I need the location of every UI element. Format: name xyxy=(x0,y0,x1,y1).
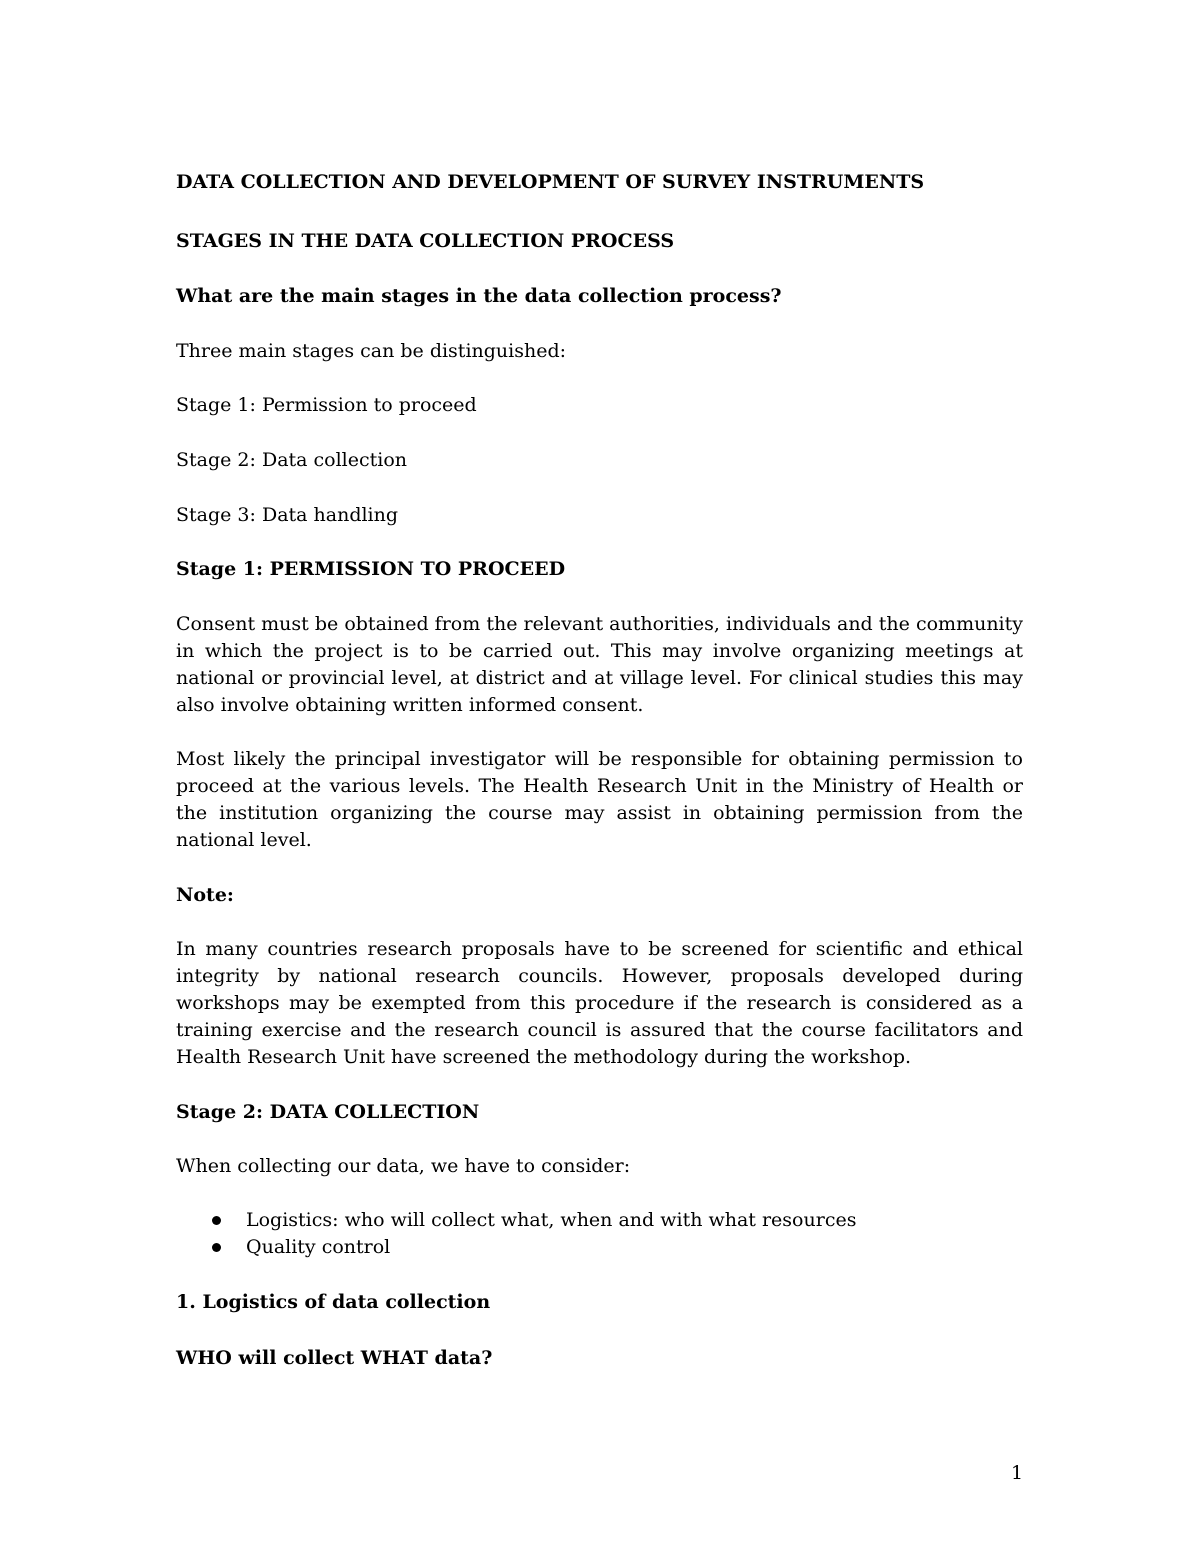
page-number: 1 xyxy=(1011,1462,1024,1484)
question-heading: What are the main stages in the data collection process? xyxy=(176,285,782,307)
note-label: Note: xyxy=(176,884,234,906)
consideration-list xyxy=(176,1207,1023,1261)
stage1-paragraph-1: Consent must be obtained from the relevant authorities, individuals and the community in which the project is to be carried out. This may involve organizing meetings at national or provincial level, at district and at village level. For clinical studies this may also involve obtaining written informed consent. xyxy=(176,613,1023,716)
list-item-text: Quality control xyxy=(246,1236,391,1258)
document-title: DATA COLLECTION AND DEVELOPMENT OF SURVEY INSTRUMENTS xyxy=(176,171,925,193)
list-item xyxy=(176,1207,1023,1234)
stage-item-1: Stage 1: Permission to proceed xyxy=(176,394,477,416)
intro-text: Three main stages can be distinguished: xyxy=(176,340,567,362)
who-heading: WHO will collect WHAT data? xyxy=(176,1347,493,1369)
stage1-heading: Stage 1: PERMISSION TO PROCEED xyxy=(176,558,566,580)
stage-item-3: Stage 3: Data handling xyxy=(176,504,399,526)
list-item xyxy=(176,1234,1023,1261)
stage2-intro: When collecting our data, we have to consider: xyxy=(176,1155,631,1177)
section-heading: STAGES IN THE DATA COLLECTION PROCESS xyxy=(176,230,675,252)
stage1-paragraph-2: Most likely the principal investigator will be responsible for obtaining permission to proceed at the various levels. The Health Research Unit in the Ministry of Health or the institution organizing the course may assist in obtaining permission from the national level. xyxy=(176,748,1023,851)
list-item-text: Logistics: who will collect what, when and with what resources xyxy=(246,1209,857,1231)
stage2-heading: Stage 2: DATA COLLECTION xyxy=(176,1101,480,1123)
bullet-icon xyxy=(212,1216,221,1225)
logistics-heading: 1. Logistics of data collection xyxy=(176,1291,491,1313)
bullet-icon xyxy=(212,1243,221,1252)
note-paragraph: In many countries research proposals have to be screened for scientific and ethical integrity by national research councils. However, proposals developed during workshops may be exempted from this procedure if the research is considered as a training exercise and the research council is assured that the course facilitators and Health Research Unit have screened the methodology during the workshop. xyxy=(176,938,1023,1068)
stage-item-2: Stage 2: Data collection xyxy=(176,449,408,471)
